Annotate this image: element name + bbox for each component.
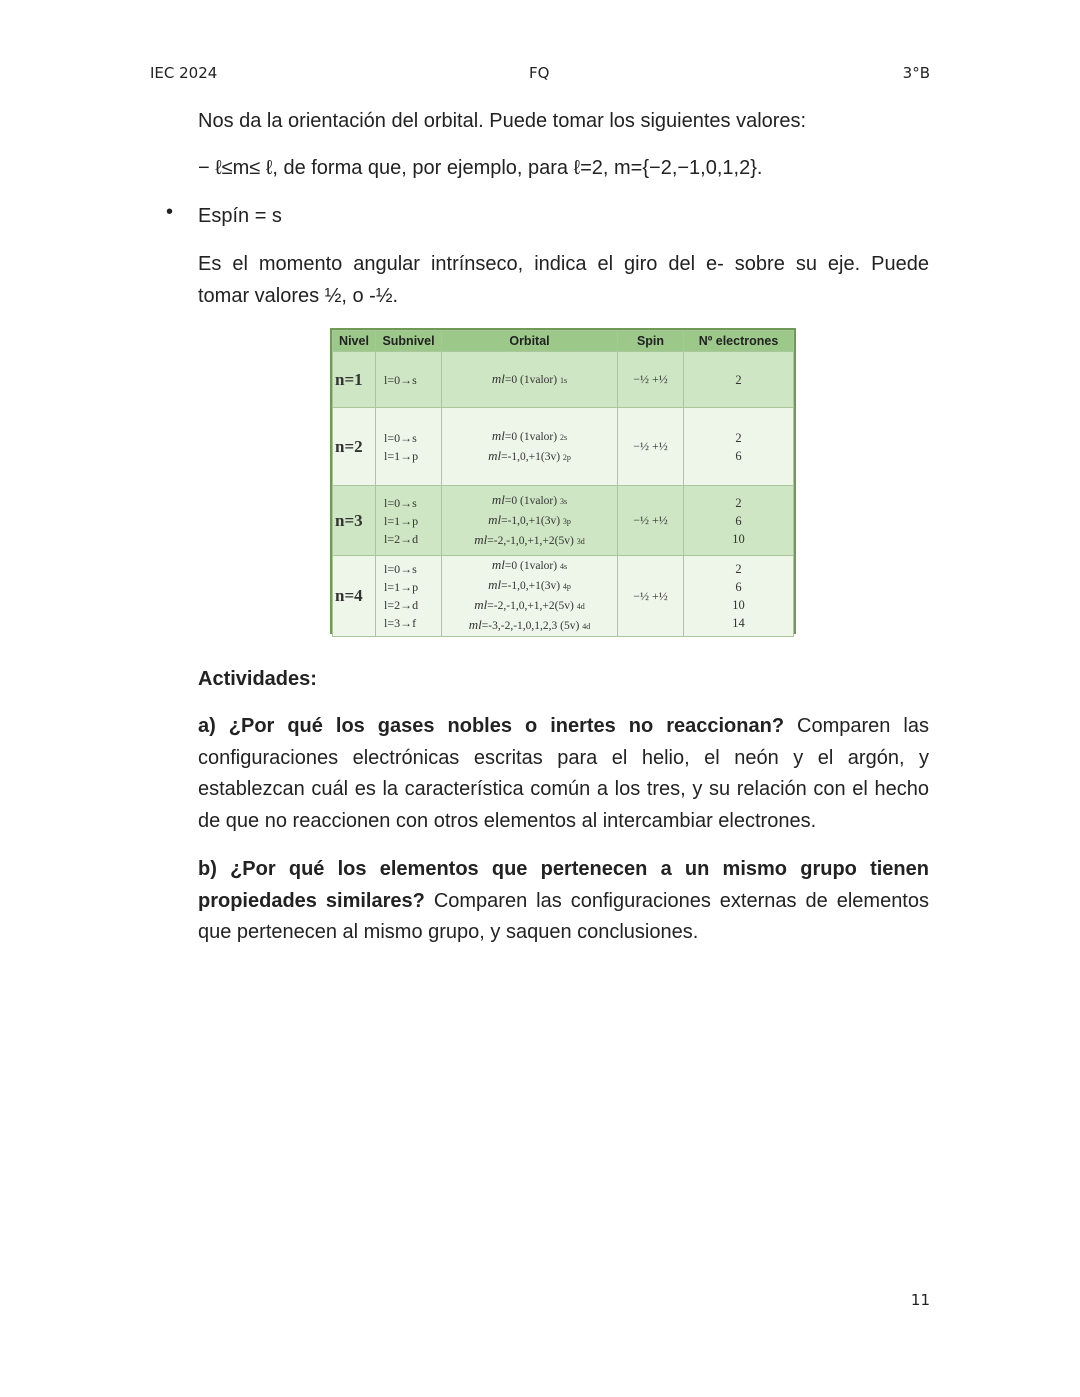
spin-cell: −½ +½	[618, 486, 684, 556]
orbital-values: =-1,0,+1(3v)	[501, 514, 561, 527]
orbital-values: =0 (1valor)	[504, 430, 558, 443]
level-cell: n=2	[333, 408, 376, 486]
ml-symbol: ml	[491, 427, 505, 443]
orbital-tag: 3p	[562, 516, 571, 526]
spin-bullet-text: Espín = s	[198, 205, 282, 227]
orbital-values: =0 (1valor)	[504, 560, 558, 572]
header-course: IEC 2024	[150, 64, 218, 82]
orbital-tag: 2p	[562, 452, 571, 462]
header-subject: FQ	[529, 64, 550, 82]
electron-count: 2	[735, 495, 742, 510]
orbital-tag: 4d	[582, 622, 591, 631]
level-cell: n=3	[333, 486, 376, 556]
activities-title: Actividades:	[198, 668, 317, 690]
orbital-values: =-3,-2,-1,0,1,2,3 (5v)	[481, 620, 580, 632]
table-row	[333, 408, 794, 486]
ml-symbol: ml	[488, 577, 502, 592]
th-orbital: Orbital	[442, 331, 618, 352]
electron-count: 6	[735, 580, 742, 594]
subnivel: l=0→s	[384, 562, 417, 576]
subnivel: l=2→d	[384, 598, 419, 612]
th-subnivel: Subnivel	[376, 331, 442, 352]
orbital-values: =-1,0,+1(3v)	[501, 450, 561, 463]
subnivel: l=0→s	[384, 495, 417, 510]
electron-count: 2	[735, 372, 742, 387]
electron-count: 6	[735, 513, 742, 528]
subnivel: l=1→p	[384, 448, 419, 463]
table-row	[333, 556, 794, 637]
orbital-tag: 4p	[562, 582, 571, 591]
th-electrones: Nº electrones	[684, 331, 794, 352]
activity-a	[198, 711, 929, 837]
level-cell: n=4	[333, 556, 376, 637]
ml-symbol: ml	[474, 597, 488, 612]
ml-symbol: ml	[491, 557, 505, 572]
range-paragraph: − ℓ≤m≤ ℓ, de forma que, por ejemplo, para ℓ=2, m={−2,−1,0,1,2}.	[198, 157, 763, 179]
table-row	[333, 352, 794, 408]
spin-cell: −½ +½	[618, 408, 684, 486]
activity-a-question: a) ¿Por qué los gases nobles o inertes no reaccionan?	[198, 715, 785, 737]
electron-count: 14	[732, 616, 745, 630]
orbital-values: =-2,-1,0,+1,+2(5v)	[487, 534, 574, 547]
activity-b	[198, 854, 929, 949]
spin-description-line2: tomar valores ½, o -½.	[198, 284, 399, 307]
orbital-values: =0 (1valor)	[504, 373, 558, 386]
ml-symbol: ml	[488, 447, 502, 463]
subnivel: l=1→p	[384, 513, 419, 528]
level-cell: n=1	[333, 352, 376, 408]
electron-count: 2	[735, 430, 742, 445]
orbital-tag: 3s	[559, 496, 568, 506]
electron-count: 2	[735, 562, 742, 576]
spin-cell: −½ +½	[618, 556, 684, 637]
activity-a-text: Comparen las configuraciones electrónicas escritas para el helio, el neón y el argón, y establezcan cuál es la característica común a los tres, y su relación con el hecho de que no reaccionen con otros elementos al intercambiar electrones.	[198, 715, 929, 832]
ml-symbol: ml	[491, 491, 505, 507]
spin-description-line1: Es el momento angular intrínseco, indica el giro del e- sobre su eje. Puede	[198, 253, 929, 275]
ml-symbol: ml	[491, 370, 505, 386]
orbital-tag: 3d	[576, 536, 585, 546]
ml-symbol: ml	[474, 531, 488, 547]
header-class: 3°B	[902, 64, 930, 82]
electron-count: 6	[735, 448, 742, 463]
electron-count: 10	[732, 598, 745, 612]
orbital-values: =0 (1valor)	[504, 494, 558, 507]
electron-count: 10	[732, 531, 745, 546]
orbital-tag: 2s	[559, 432, 568, 442]
orbital-tag: 4d	[576, 602, 585, 611]
subnivel: l=0→s	[384, 430, 417, 445]
ml-symbol: ml	[468, 617, 482, 632]
orbital-tag: 4s	[559, 562, 568, 571]
orbital-values: =-1,0,+1(3v)	[501, 580, 561, 592]
activity-b-question: b) ¿Por qué los elementos que pertenecen a un mismo grupo tienen propiedades similares?	[198, 858, 929, 912]
subnivel: l=3→f	[384, 616, 417, 630]
orientation-paragraph: Nos da la orientación del orbital. Puede tomar los siguientes valores:	[198, 110, 807, 132]
subnivel: l=1→p	[384, 580, 419, 594]
page-number: 11	[910, 1291, 930, 1309]
table-row	[333, 486, 794, 556]
quantum-numbers-table	[330, 328, 796, 634]
activity-b-text: Comparen las configuraciones externas de elementos que pertenecen al mismo grupo, y saquen conclusiones.	[198, 889, 929, 943]
subnivel: l=2→d	[384, 531, 419, 546]
th-spin: Spin	[618, 331, 684, 352]
subnivel: l=0→s	[384, 372, 417, 387]
orbital-values: =-2,-1,0,+1,+2(5v)	[487, 600, 574, 612]
spin-cell: −½ +½	[618, 352, 684, 408]
th-nivel: Nivel	[333, 331, 376, 352]
spin-description	[198, 249, 929, 312]
bullet-icon: •	[166, 201, 174, 223]
ml-symbol: ml	[488, 511, 502, 527]
orbital-tag: 1s	[559, 375, 568, 385]
